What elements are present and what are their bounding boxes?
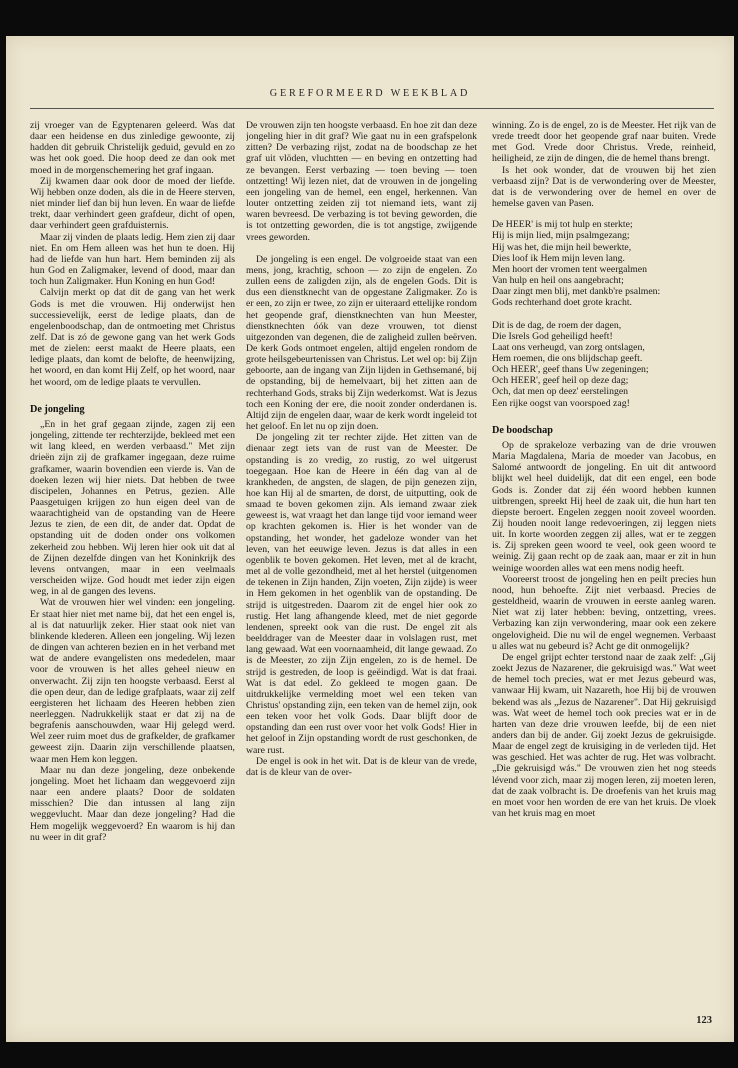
verse-line: Men hoort der vromen tent weergalmen: [492, 263, 647, 275]
verse-line: Gods rechterhand doet grote kracht.: [492, 297, 632, 309]
paragraph: Maar zij vinden de plaats ledig. Hem zien zij daar niet. En om Hem alleen was het hun te doen. Hij had de liefde van hun hart. Hem beminden zij als hun God en Zaligmaker, levend of dood, maar dan toch hun Zaligmaker. Hun Koning en hun God!: [30, 231, 235, 288]
verse-line: Hij is mijn lied, mijn psalmgezang;: [492, 230, 630, 242]
paragraph: „En in het graf gegaan zijnde, zagen zij een jongeling, zittende ter rechterzijde, bekleed met een wit lang kleed, en werden verbaasd." Met zijn drieën zijn zij de grafkamer ingegaan, deze ruime grafkamer, waarin bovendien een vierde is. Van de doeken lezen wij hier niets. Dat hebben de twee discipelen, Johannes en Petrus, gezien. Alle Paasgetuigen krijgen zo hun eigen deel van de waarachtigheid van de opstanding van de Heere Jezus te zien, de een dit, de ander dat. Opdat de opstanding uit de doden onder ons volkomen zekerheid zou hebben. Wij leren hier ook uit dat al de Zijnen dezelfde dingen van het Koninkrijk des levens ontvangen, maar in een veelmaals verscheiden wijze. God houdt met ieder zijn eigen weg, in al de gangen des levens.: [30, 418, 235, 598]
paragraph: De vrouwen zijn ten hoogste verbaasd. En hoe zit dan deze jongeling hier in dit graf? Wie gaat nu in een grafspelonk zitten? De verbazing rijst, zodat na de boodschap ze het graf uit vlöden, vluchtten — en beving en ontzetting had ze bevangen. Eerst verbazing — toen beving — toen ontzetting! Wij lezen niet, dat de vrouwen in de jongeling een jongeling van de hemel, een engel, herkennen. Van louter ontzetting zeiden zij tot niemand iets, want zij waren bevreesd. De verbazing is tot beving geworden, die is tot ontzetting geworden, die is tot angstige, zwijgende vrees geworden.: [246, 120, 477, 243]
paragraph: winning. Zo is de engel, zo is de Meester. Het rijk van de vrede treedt door het geopende graf naar buiten. Vrede met God. Vrede door Christus. Vrede, reinheid, heiligheid, ze zijn de dingen, die de hemel thans brengt.: [492, 120, 716, 165]
verse-line: Dit is de dag, de roem der dagen,: [492, 319, 622, 331]
paragraph: Maar nu dan deze jongeling, deze onbekende jongeling. Moet het lichaam dan weggevoerd zijn naar een andere plaats? Door de soldaten misschien? Die dan intussen al lang zijn weggevlucht. Maar dan deze jongeling? Had die Hem mogelijk weggevoerd? En waarom is hij dan nu weer in dit graf?: [30, 764, 235, 843]
verse-line: Daar zingt men blij, met dankb're psalmen:: [492, 286, 661, 298]
text-column-1: [30, 120, 235, 1002]
paragraph: De jongeling is een engel. De volgroeide staat van een mens, jong, krachtig, schoon — zo zijn de engelen. Zo zullen eens de zaligden zijn, als de engelen Gods. Dit is dus een dienstknecht van de opgestane Zaligmaker. Zo is er een, zo zijn er twee, zo zijn er uiteraard ettelijke rondom het geopende graf, dienstknechten van hun Meester, dienstknechten óók van deze vrouwen, tot dienst uitgezonden van degenen, die de zaligheid zullen beërven. De kerk Gods ontmoet engelen, altijd engelen rondom de grote heilsgebeurtenissen van Christus. Let wel op: bij Zijn geboorte, aan de ingang van Zijn lijden in Gethsemané, bij de opstanding, bij de hemelvaart, bij het zitten aan de rechterhand Gods, straks bij Zijn wederkomst. Wat is Jezus toch een Koning der ere, die nooit zonder onderdanen is. Altijd zijn de engelen daar, waar de kerk wordt ingeleid tot het geloof. En let nu op zijn doen.: [246, 253, 477, 433]
paragraph: Zij kwamen daar ook door de moed der liefde. Wij hebben onze doden, als die in de Heere sterven, niet minder lief dan bij hun leven. En waar de liefde trekt, daar verhindert geen grafdeur, dicht of open, daar verhindert geen grafduisternis.: [30, 175, 235, 232]
psalm-verse-2: [492, 320, 716, 409]
verse-line: Och HEER', geef heil op deze dag;: [492, 375, 629, 387]
header-rule: [30, 108, 714, 109]
paragraph: Wat de vrouwen hier wel vinden: een jongeling. Er staat hier niet met name bij, dat het een engel is, al is dat natuurlijk zeker. Hier staat ook niet van blinkende klederen. Alleen een jongeling. Wij lezen de dingen van achteren bezien en in het verband met wat de andere evangelisten ons mededelen, maar voor de vrouwen is het alles geheel nieuw en onverwacht. Zij zijn ten hoogste verbaasd. Eerst al die open deur, dan de ledige grafplaats, waar zij zelf eergisteren het lichaam des Heeren hebben zien neerleggen. Nadrukkelijk staat er dat zij na de begrafenis aanschouwden, waar Hij gelegd werd. Wel zeer ruim moet dus de grafkelder, de grafkamer geweest zijn. Daarin zijn verschillende plaatsen, waar men Hem kon leggen.: [30, 597, 235, 765]
verse-line: Och HEER', geef thans Uw zegeningen;: [492, 364, 649, 376]
text-column-2: [246, 120, 477, 1002]
text-column-3: [492, 120, 716, 1002]
page-number: 123: [696, 1015, 712, 1026]
paragraph: De jongeling zit ter rechter zijde. Het zitten van de dienaar zegt iets van de rust van de Meester. De opstanding is zo vredig, zo rustig, zo wel uitgerust toegegaan. Hoe kan de Heere in één dag van al de krankheden, de angsten, de slagen, de pijn genezen zijn, hoe kan Hij al de smarten, de dorst, de uitputting, ook de smaad te boven gekomen zijn. Als iemand zwaar ziek geweest is, wat vraagt het dan lange tijd voor iemand weer op krachten gekomen is. Hier is het wonder van de opstanding, het wonder, het gadeloze wonder van het leven, van het eeuwige leven. Jezus is dat alles in een ogenblik te boven gekomen. Het leven, met al de kracht, met al de volle gezondheid, met al het herstel (uitgenomen de tekenen in Zijn handen, Zijn voeten, Zijn zijde) is weer in Hem gekomen in het ogenblik van de opstanding. De strijd is uitgestreden. Daarom zit de engel hier ook zo rustig. Het lang afhangende kleed, met de niet gegorde lendenen, spreekt ook van die rust. De engel zit als beelddrager van de Meester daar in volslagen rust, met lang gewaad. Wat een voornaamheid, dit lange gewaad. Zo is de Meester, zo zijn Zijn engelen, zo is de hemel. De strijd is gestreden, de loop is geëindigd. Wat is dat fraai. Wat is dat edel. Zo gekleed te mogen gaan. De uitdrukkelijke vermelding moet wel een teken van Christus' opstanding zijn, een teken van de hemel zijn, ook een teken voor het volk Gods. Daar blijft door de opstanding dan een rust over voor het volk Gods! Hier in het geloof in Zijn opstanding wordt de rust geschonken, de ware rust.: [246, 432, 477, 756]
paragraph: zij vroeger van de Egyptenaren geleerd. Was dat daar een heidense en dus zinledige gewoonte, zij hadden dit gebruik Christelijk geduid, gevuld en zo was het ook goed. Die hoop deed ze dan ook met moed in de morgenschemering het graf ingaan.: [30, 120, 235, 176]
verse-line: Hem roemen, die ons blijdschap geeft.: [492, 352, 643, 364]
running-header: GEREFORMEERD WEEKBLAD: [269, 88, 471, 99]
verse-line: Die Isrels God geheiligd heeft!: [492, 330, 613, 342]
verse-line: Van hulp en heil ons aangebracht;: [492, 275, 624, 287]
verse-line: Een rijke oogst van voorspoed zag!: [492, 397, 630, 409]
section-heading-boodschap: De boodschap: [492, 424, 553, 436]
verse-line: Dies loof ik Hem mijn leven lang.: [492, 252, 625, 264]
paragraph: Calvijn merkt op dat dit de gang van het werk Gods is met die vrouwen. Hij onderwijst hen successievelijk, eerst de ledige plaats, dan de engelenboodschap, dan de ontmoeting met Christus zelf. Dat is zó de gewone gang van het werk Gods met de zielen: eerst maakt de Heere plaats, een ledige plaats, dan komt de belofte, de heenwijzing, het woord, en dan komt Hij Zelf, op het woord, naar het woord, om de ledige plaats te vervullen.: [30, 287, 235, 388]
verse-line: Och, dat men op deez' eerstelingen: [492, 386, 629, 398]
paragraph: Is het ook wonder, dat de vrouwen bij het zien verbaasd zijn? Dat is de verwondering over de Meester, dat is de verwondering over de hemel en over de hemelse gaven van Pasen.: [492, 164, 716, 210]
psalm-verse-1: [492, 219, 716, 308]
verse-line: De HEER' is mij tot hulp en sterkte;: [492, 219, 633, 231]
paragraph: Op de sprakeloze verbazing van de drie vrouwen Maria Magdalena, Maria de moeder van Jacobus, en Salomé antwoordt de jongeling. En uit dit antwoord blijkt wel heel duidelijk, dat dit een engel, een bode Gods is. Zonder dat zij één woord hebben kunnen uitbrengen, spreekt Hij heel de zaak uit, die hun hart ten diepste beroert. Engelen zeggen nooit zoveel woorden. Zij houden nooit lange redevoeringen, zij leggen niets uit. In korte woorden zeggen zij alles, wat er te zeggen is. Zij spreken geen woord te veel, ook geen woord te weinig. Zij gaan recht op de zaak aan, maar er zit in hun weinige woorden alles wat een mens nodig heeft.: [492, 439, 716, 574]
paragraph: De engel grijpt echter terstond naar de zaak zelf: „Gij zoekt Jezus de Nazarener, die gekruisigd was." Wat weet de hemel toch precies, wat er met Jezus gebeurd was, vanwaar Hij kwam, uit Nazareth, hoe Hij bij de vrouwen bekend was als „Jezus de Nazarener". Dat Hij gekruisigd was. Wat weet de hemel toch ook precies wat er in de harten van deze drie vrouwen leefde, bij de een niet anders dan bij de ander. Gij zoekt Jezus de gekruisigde. Maar de engel zegt de kruisiging in de verleden tijd. Het was geschied. Het was achter de rug. Het was volbracht. „Die gekruisigd wás." De vrouwen zien het nog steeds lévend voor zich, maar zij mogen leren, zij moeten leren, dat de zaak volbracht is. De droefenis van het kruis mag en moet voor hen worden de ere van het kruis. De vloek van het kruis mag en moet: [492, 651, 716, 820]
verse-line: Hij was het, die mijn heil bewerkte,: [492, 241, 632, 253]
paragraph: De engel is ook in het wit. Dat is de kleur van de vrede, dat is de kleur van de over-: [246, 755, 477, 778]
paragraph: Vooreerst troost de jongeling hen en peilt precies hun nood, hun behoefte. Zijt niet verbaasd. Precies de gesteldheid, waarin de vrouwen in eerste aanleg waren. Niet wat zij later hebben: beving, ontzetting, vrees. Verbazing kan zijn verwondering, maar ook een zekere ongelovigheid. Die nu wil de engel wegnemen. Verbaast u alles wat nu gebeurd is? Acht ge dit onmogelijk?: [492, 573, 716, 652]
section-heading-jongeling: De jongeling: [30, 403, 85, 415]
verse-line: Laat ons verheugd, van zorg ontslagen,: [492, 341, 645, 353]
magazine-page: [6, 36, 734, 1042]
